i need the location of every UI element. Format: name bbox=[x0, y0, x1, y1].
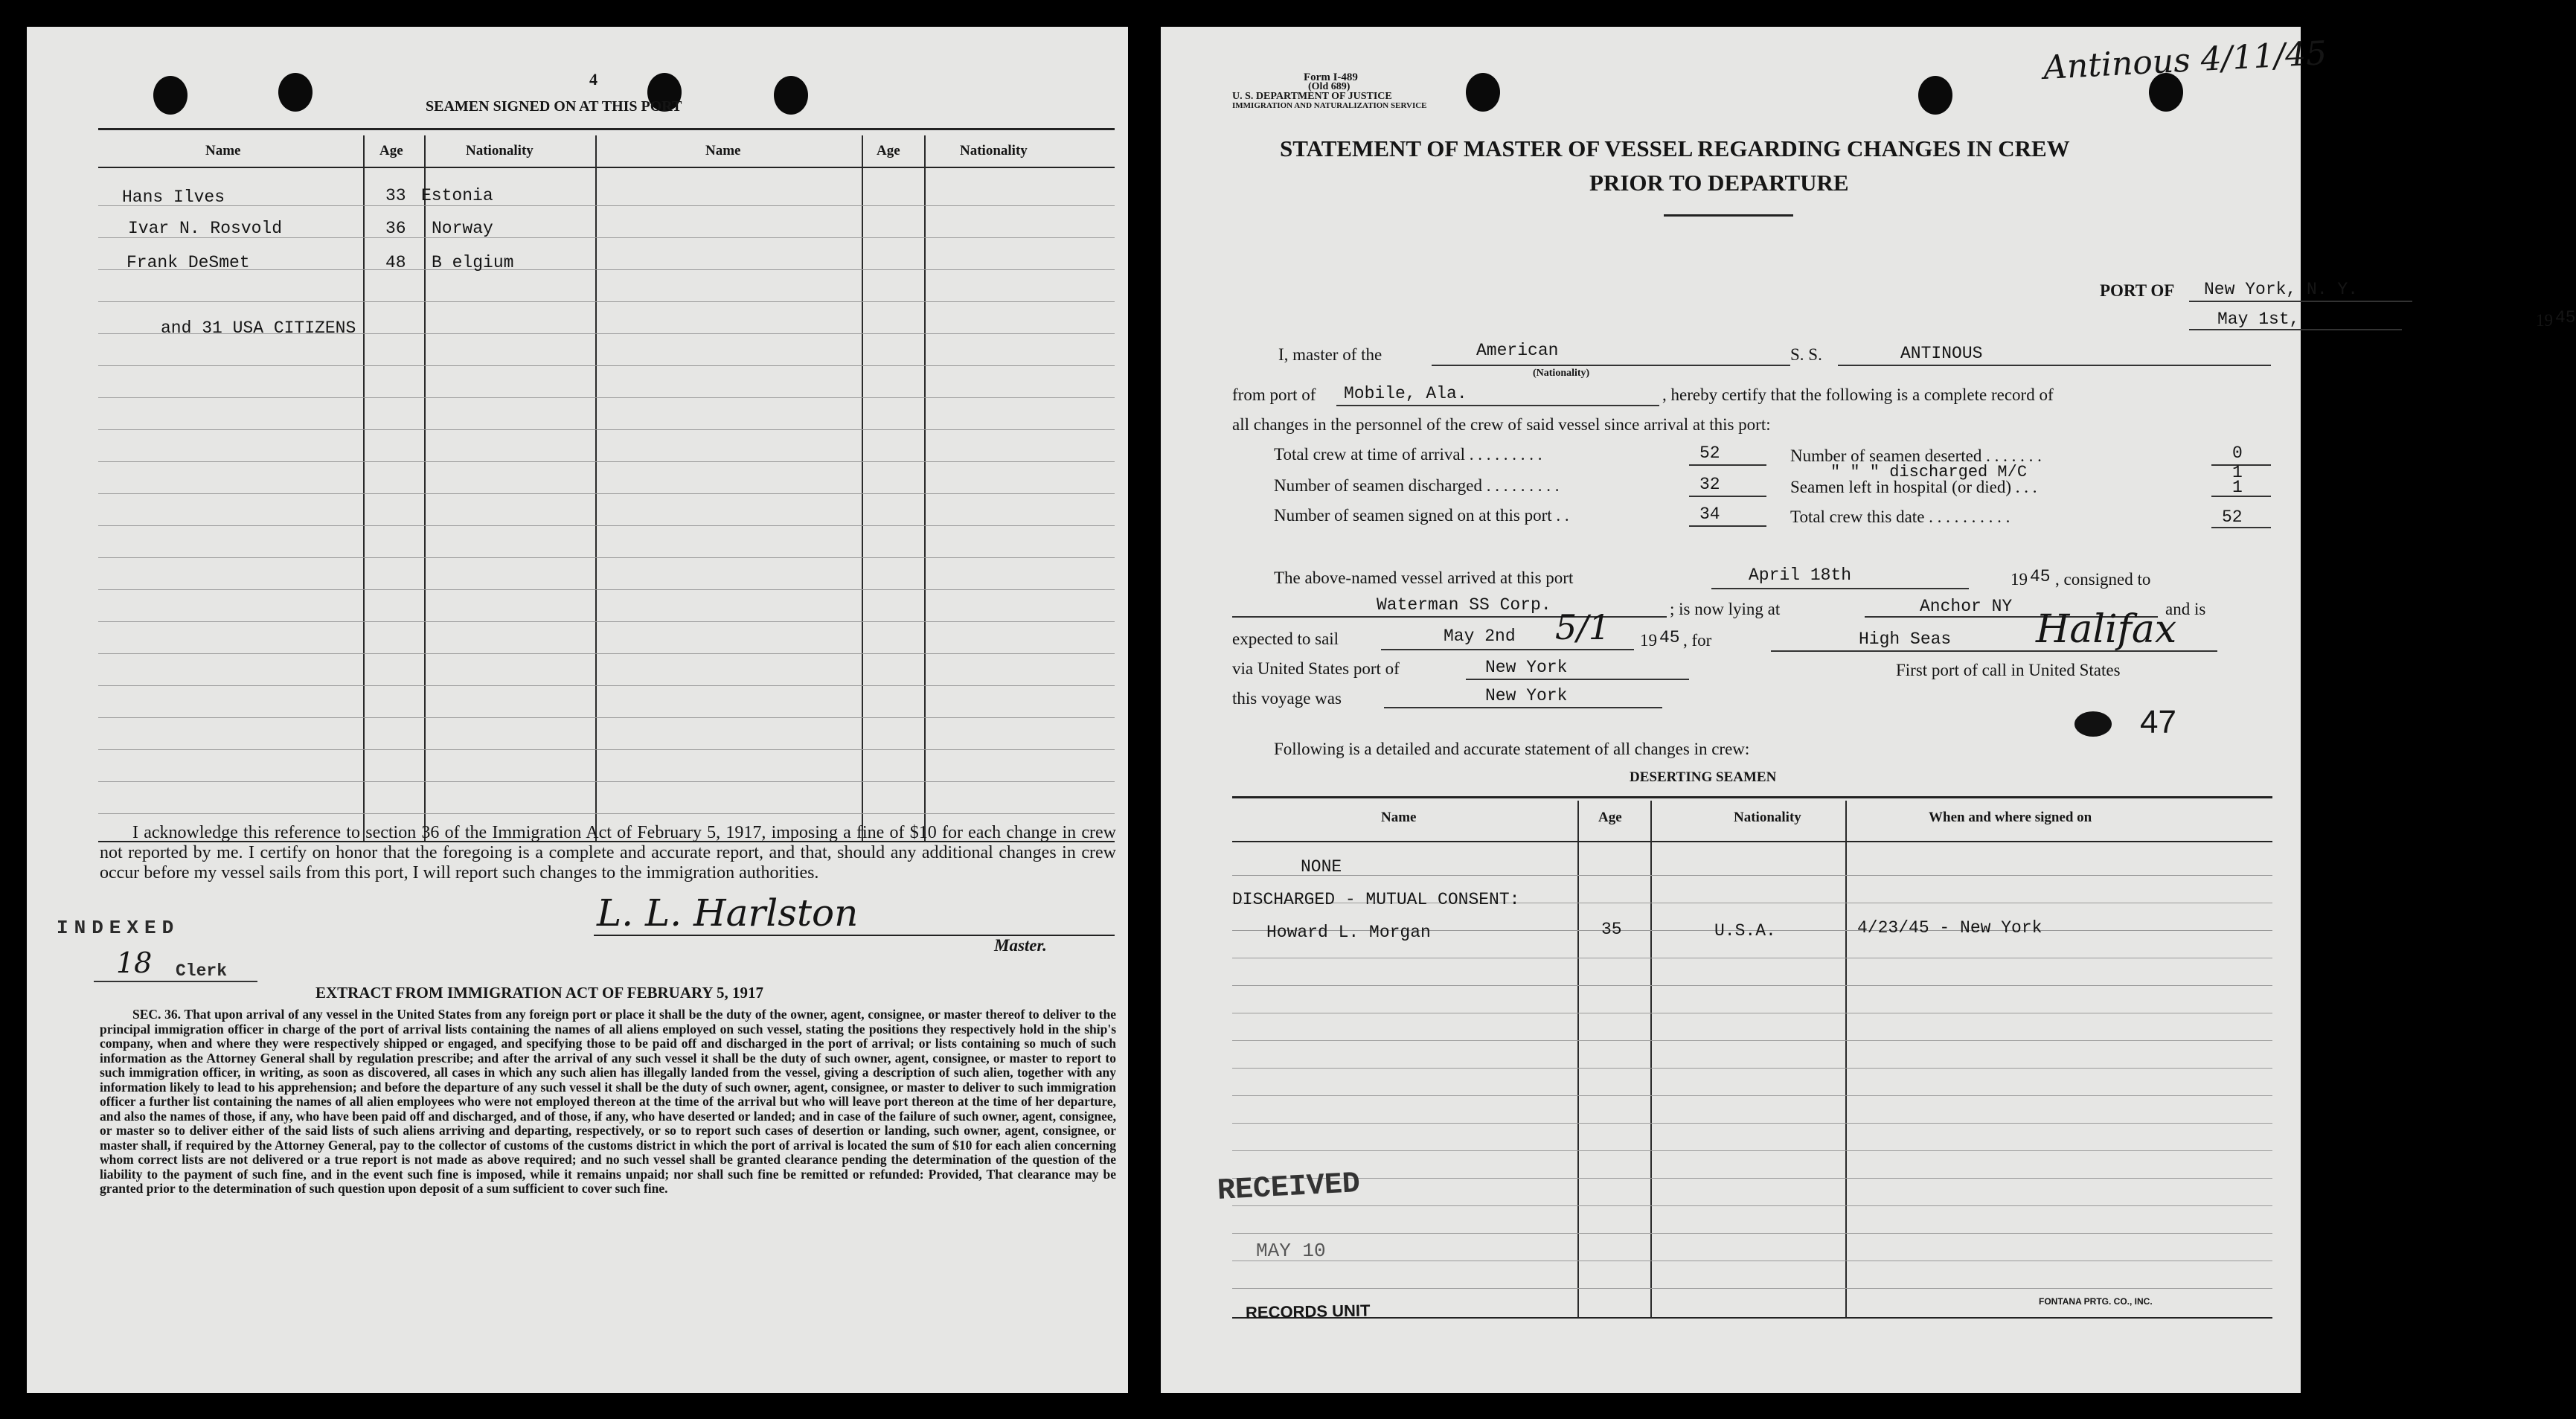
table-row-nationality: U.S.A. bbox=[1714, 921, 1776, 941]
rule bbox=[98, 128, 1115, 130]
port-value: New York, N. Y. bbox=[2204, 280, 2359, 299]
table-row-age: 35 bbox=[1601, 920, 1622, 939]
sail-date: May 2nd bbox=[1444, 627, 1516, 646]
column-divider bbox=[1845, 801, 1847, 1317]
column-divider bbox=[363, 135, 365, 841]
punch-hole bbox=[1466, 73, 1500, 112]
ruled-line bbox=[98, 205, 1115, 206]
year-prefix: 19 bbox=[2536, 311, 2553, 330]
records-unit: RECORDS UNIT bbox=[1245, 1301, 1371, 1322]
arrived-year-prefix: 19 bbox=[2011, 570, 2028, 589]
sail-date-handwritten: 5/1 bbox=[1555, 607, 1611, 647]
ruled-line bbox=[98, 397, 1115, 398]
column-divider bbox=[1577, 801, 1579, 1317]
punch-hole bbox=[153, 76, 188, 115]
ruled-line bbox=[98, 557, 1115, 558]
col-name: Name bbox=[1381, 810, 1417, 825]
column-divider bbox=[424, 135, 426, 841]
table-row-name: Frank DeSmet bbox=[126, 253, 250, 272]
date-value: May 1st, bbox=[2217, 310, 2300, 329]
stat-label: Total crew this date . . . . . . . . . . bbox=[1790, 507, 2011, 526]
year-value: 45 bbox=[2555, 308, 2576, 327]
stat-value: 0 bbox=[2232, 443, 2243, 463]
following-text: Following is a detailed and accurate statement of all changes in crew: bbox=[1274, 740, 1750, 758]
ss-label: S. S. bbox=[1790, 345, 1822, 364]
stat-label: Seamen left in hospital (or died) . . . bbox=[1790, 478, 2037, 496]
extract-title: EXTRACT FROM IMMIGRATION ACT OF FEBRUARY 5, 1917 bbox=[315, 984, 764, 1002]
ruled-line bbox=[1232, 1068, 2272, 1069]
column-divider bbox=[595, 135, 597, 841]
stat-value: 52 bbox=[2222, 507, 2243, 527]
certify-text-2: all changes in the personnel of the crew of said vessel since arrival at this port: bbox=[1232, 415, 1771, 434]
lying-label: ; is now lying at bbox=[1670, 600, 1781, 618]
table-row-age: 36 bbox=[385, 219, 406, 238]
fill-line bbox=[1432, 365, 1790, 366]
voyage-label: this voyage was bbox=[1232, 689, 1342, 708]
ruled-line bbox=[1232, 875, 2272, 876]
form-title-line1: STATEMENT OF MASTER OF VESSEL REGARDING CHANGES IN CREW bbox=[1280, 135, 2070, 161]
col-age: Age bbox=[1598, 810, 1622, 825]
punch-hole bbox=[278, 73, 313, 112]
ruled-line bbox=[1232, 1123, 2272, 1124]
table-row-name: Ivar N. Rosvold bbox=[128, 219, 283, 238]
stat-label: Number of seamen deserted . . . . . . . bbox=[1790, 446, 2042, 465]
fill-line bbox=[1336, 405, 1659, 406]
ruled-line bbox=[98, 653, 1115, 654]
table-row-when-where: 4/23/45 - New York bbox=[1857, 918, 2042, 938]
stat-value: 32 bbox=[1699, 475, 1720, 494]
clerk-label: Clerk bbox=[176, 961, 228, 981]
discharged-title: DISCHARGED - MUTUAL CONSENT: bbox=[1232, 890, 1520, 909]
from-port-value: Mobile, Ala. bbox=[1344, 384, 1467, 403]
stat-value: 1 bbox=[2232, 463, 2243, 482]
ruled-line bbox=[98, 461, 1115, 462]
from-port-label: from port of bbox=[1232, 385, 1316, 404]
ruled-line bbox=[98, 589, 1115, 590]
left-title: SEAMEN SIGNED ON AT THIS PORT bbox=[426, 98, 682, 115]
extract-text: SEC. 36. That upon arrival of any vessel in the United States from any foreign port or place it shall be the duty of the owner, agent, consignee, or master thereof to deliver to the principal immigration officer in charge of the port of arrival lists containing the names of all aliens employed on such vessel, stating the positions they respectively hold in the ship's company, when and where they were respectively shipped or engaged, and specifying those to be paid off and discharged in the port of arrival; or lists containing so much of such information as the Attorney General shall by regulation prescribe; and after the arrival of any such vessel it shall be the duty of such owner, agent, consignee, or master to report to such immigration officer, in writing, as soon as discovered, all cases in which any such alien has illegally landed from the vessel, giving a description of such alien, together with any information likely to lead to his apprehension; and before the departure of any such vessel it shall be the duty of such owner, agent, consignee, or master to deliver to such immigration officer a further list containing the names of all alien employees who were not employed thereon at the time of the arrival but who will leave port thereon at the time of her departure, and also the names of those, if any, who have been paid off and discharged, and of those, if any, who have deserted or landed; and in case of the failure of such owner, agent, consignee, or master so to deliver either of the said lists of such aliens arriving and departing, respectively, or so to report such cases of desertion or landing, such owner, agent, consignee, or master shall, if required by the Attorney General, pay to the collector of customs of the customs district in which the port of arrival is located the sum of $10 for each alien concerning whom correct lists are not delivered or a true report is not made as above required; and no such vessel shall be granted clearance pending the determination of the question of the liability to the payment of such fine, and in the event such fine is imposed, while it remains unpaid; nor shall such fine be remitted or refunded: Provided, That clearance may be granted prior to the determination of such question upon deposit of a sum sufficient to cover such fine. bbox=[100, 1007, 1116, 1196]
via-value: New York bbox=[1485, 658, 1568, 677]
arrived-value: April 18th bbox=[1749, 566, 1852, 585]
acknowledgement-text: I acknowledge this reference to section 36 of the Immigration Act of February 5, 1917, imposing a fine of $10 for each change in crew not reported by me. I certify on honor that the foregoing is a complete and accurate report, and that, should any additional changes in crew occur before my vessel sails from this port, I will report such changes to the immigration authorities. bbox=[100, 823, 1116, 883]
punch-hole bbox=[1918, 76, 1952, 115]
nationality-value: American bbox=[1476, 341, 1559, 360]
fill-line bbox=[1381, 649, 1634, 650]
master-label: Master. bbox=[994, 936, 1047, 955]
ruled-line bbox=[98, 365, 1115, 366]
ruled-line bbox=[1232, 1233, 2272, 1234]
stat-label: Number of seamen discharged . . . . . . . . . bbox=[1274, 476, 1560, 495]
ruled-line bbox=[98, 781, 1115, 782]
department: U. S. DEPARTMENT OF JUSTICE bbox=[1232, 91, 1392, 102]
ruled-line bbox=[98, 301, 1115, 302]
fill-line bbox=[1466, 679, 1689, 680]
fill-line bbox=[1689, 496, 1766, 497]
fill-line bbox=[2211, 527, 2271, 528]
sail-year-prefix: 19 bbox=[1640, 631, 1657, 650]
punch-hole bbox=[774, 76, 808, 115]
form-number: Form I-489 bbox=[1304, 71, 1358, 83]
consignee: Waterman SS Corp. bbox=[1377, 595, 1551, 615]
ruled-line bbox=[98, 525, 1115, 526]
indexed-stamp: INDEXED bbox=[57, 917, 180, 939]
col-when-where: When and where signed on bbox=[1929, 810, 2092, 825]
voyage-value: New York bbox=[1485, 686, 1568, 705]
rule bbox=[98, 167, 1115, 168]
for-label: , for bbox=[1683, 631, 1712, 650]
nationality-caption: (Nationality) bbox=[1533, 368, 1590, 379]
fill-line bbox=[1689, 464, 1766, 466]
ruled-line bbox=[1232, 1178, 2272, 1179]
service: IMMIGRATION AND NATURALIZATION SERVICE bbox=[1232, 101, 1427, 110]
table-row-age: 33 bbox=[385, 186, 406, 205]
ruled-line bbox=[1232, 1150, 2272, 1151]
col-name-2: Name bbox=[705, 143, 741, 158]
right-page bbox=[1161, 27, 2576, 1393]
deserting-title: DESERTING SEAMEN bbox=[1630, 769, 1777, 785]
table-row-nationality: B elgium bbox=[432, 253, 514, 272]
fill-line bbox=[2189, 329, 2402, 330]
handwritten-corner-note: Antinous 4/11/45 bbox=[2042, 34, 2328, 87]
fill-line bbox=[1689, 525, 1766, 527]
ship-name: ANTINOUS bbox=[1900, 344, 1983, 363]
received-date: MAY 10 bbox=[1256, 1240, 1326, 1262]
table-row-nationality: Estonia bbox=[421, 186, 493, 205]
rule bbox=[1232, 841, 2272, 842]
consigned-label: , consigned to bbox=[2055, 570, 2151, 589]
destination-handwritten: Halifax bbox=[2036, 607, 2177, 652]
stat-value: 1 bbox=[2232, 478, 2243, 497]
certify-text: , hereby certify that the following is a complete record of bbox=[1662, 385, 2054, 404]
ruled-line bbox=[98, 429, 1115, 430]
table-row-nationality: Norway bbox=[432, 219, 493, 238]
clerk-line bbox=[94, 981, 257, 982]
col-nationality-2: Nationality bbox=[960, 143, 1028, 158]
expected-label: expected to sail bbox=[1232, 630, 1339, 648]
table-row-age: 48 bbox=[385, 253, 406, 272]
form-old-number: (Old 689) bbox=[1308, 81, 1351, 92]
port-label: PORT OF bbox=[2100, 281, 2175, 300]
fill-line bbox=[1838, 365, 2271, 366]
ruled-line bbox=[1232, 985, 2272, 986]
table-row-name: Howard L. Morgan bbox=[1266, 923, 1431, 942]
ruled-line bbox=[98, 621, 1115, 622]
title-rule bbox=[1664, 214, 1793, 217]
fill-line bbox=[1384, 707, 1662, 708]
first-port-label: First port of call in United States bbox=[1896, 661, 2121, 679]
fill-line bbox=[1711, 588, 1969, 589]
via-label: via United States port of bbox=[1232, 659, 1400, 678]
form-title-line2: PRIOR TO DEPARTURE bbox=[1589, 170, 1849, 196]
arrived-label: The above-named vessel arrived at this port bbox=[1274, 568, 1574, 587]
lying-value: Anchor NY bbox=[1920, 597, 2013, 616]
stat-value: 52 bbox=[1699, 443, 1720, 463]
rule bbox=[1232, 1317, 2272, 1319]
ink-blot bbox=[2074, 711, 2112, 737]
received-stamp: RECEIVED bbox=[1216, 1167, 1362, 1208]
rule bbox=[1232, 796, 2272, 798]
ruled-line bbox=[98, 813, 1115, 814]
citizens-note: and 31 USA CITIZENS bbox=[161, 318, 356, 338]
ruled-line bbox=[1232, 1205, 2272, 1206]
ruled-line bbox=[1232, 1040, 2272, 1041]
left-page bbox=[27, 27, 1128, 1393]
none-text: NONE bbox=[1301, 857, 1342, 877]
table-row-name: Hans Ilves bbox=[122, 188, 225, 207]
master-signature: L. L. Harlston bbox=[597, 891, 859, 935]
column-divider bbox=[924, 135, 926, 841]
arrived-year: 45 bbox=[2030, 567, 2051, 586]
page-number: 4 bbox=[589, 70, 597, 89]
column-divider bbox=[1650, 801, 1652, 1317]
ruled-line bbox=[98, 269, 1115, 270]
col-age-2: Age bbox=[877, 143, 900, 158]
master-text: I, master of the bbox=[1278, 345, 1382, 364]
ruled-line bbox=[98, 749, 1115, 750]
destination: High Seas bbox=[1859, 630, 1952, 649]
column-divider bbox=[862, 135, 863, 841]
clerk-initials: 18 bbox=[116, 946, 153, 979]
fill-line bbox=[2189, 301, 2412, 302]
stat-label: Total crew at time of arrival . . . . . . . . . bbox=[1274, 445, 1542, 464]
ruled-line bbox=[98, 685, 1115, 686]
sail-year: 45 bbox=[1659, 628, 1680, 647]
printer-credit: FONTANA PRTG. CO., INC. bbox=[2039, 1296, 2153, 1307]
ruled-line bbox=[98, 493, 1115, 494]
col-nationality: Nationality bbox=[466, 143, 534, 158]
col-age: Age bbox=[379, 143, 403, 158]
case-number: 47 bbox=[2140, 704, 2176, 740]
col-name: Name bbox=[205, 143, 241, 158]
and-is-label: and is bbox=[2165, 600, 2206, 618]
ruled-line bbox=[98, 717, 1115, 718]
col-nationality: Nationality bbox=[1734, 810, 1801, 825]
ruled-line bbox=[1232, 1095, 2272, 1096]
stat-value: 34 bbox=[1699, 505, 1720, 524]
ruled-line bbox=[1232, 1288, 2272, 1289]
stat-label: Number of seamen signed on at this port . . bbox=[1274, 506, 1569, 525]
stat-label: " " " discharged M/C bbox=[1830, 463, 2028, 481]
